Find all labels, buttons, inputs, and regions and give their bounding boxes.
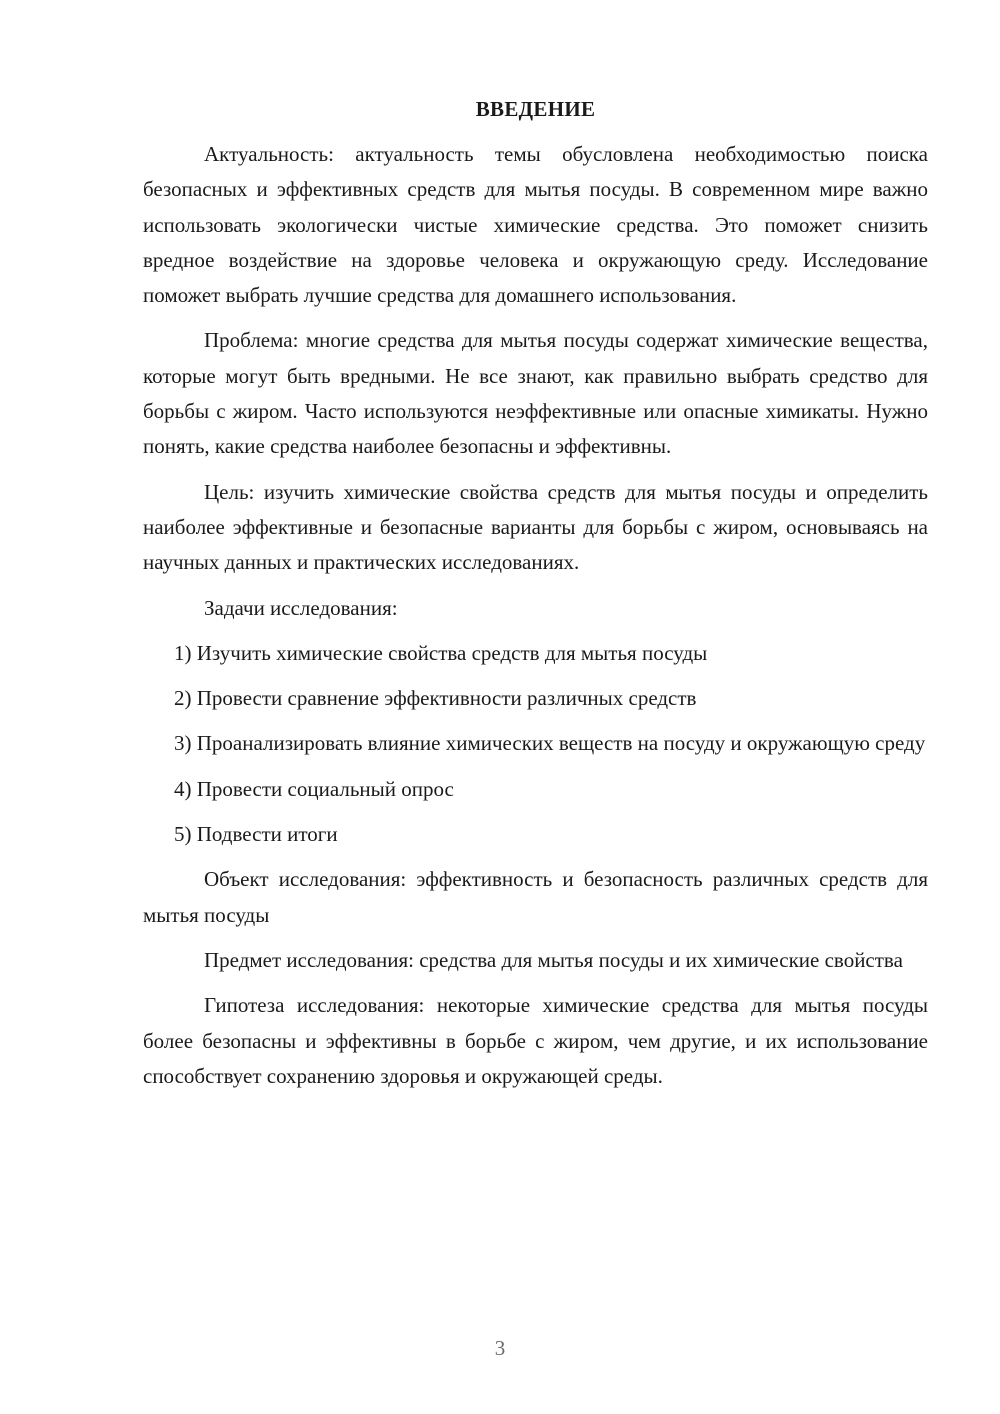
paragraph-relevance: Актуальность: актуальность темы обусловлена необходимостью поиска безопасных и эффективных средств для мытья посуды. В современном мире важно использовать экологически чистые химические средства. Это поможет снизить вредное воздействие на здоровье человека и окружающую среду. Исследование поможет выбрать лучшие средства для домашнего использования.: [143, 142, 928, 308]
section-title: ВВЕДЕНИЕ: [475, 97, 596, 121]
task-item-4: 4) Провести социальный опрос: [174, 776, 454, 801]
paragraph-object: Объект исследования: эффективность и безопасность различных средств для мытья посуды: [143, 867, 928, 927]
paragraph-hypothesis: Гипотеза исследования: некоторые химические средства для мытья посуды более безопасны и эффективны в борьбе с жиром, чем другие, и их использование способствует сохранению здоровья и окружающей среды.: [143, 993, 928, 1088]
tasks-heading: Задачи исследования:: [204, 595, 398, 620]
paragraph-subject: Предмет исследования: средства для мытья посуды и их химические свойства: [204, 947, 903, 972]
paragraph-problem: Проблема: многие средства для мытья посуды содержат химические вещества, которые могут быть вредными. Не все знают, как правильно выбрать средство для борьбы с жиром. Часто используются неэффективные или опасные химикаты. Нужно понять, какие средства наиболее безопасны и эффективны.: [143, 328, 928, 459]
task-item-2: 2) Провести сравнение эффективности различных средств: [174, 686, 697, 711]
task-item-5: 5) Подвести итоги: [174, 822, 338, 847]
paragraph-goal: Цель: изучить химические свойства средств для мытья посуды и определить наиболее эффективные и безопасные варианты для борьбы с жиром, основываясь на научных данных и практических исследованиях.: [143, 479, 928, 575]
document-page: [143, 92, 928, 1104]
task-item-3: 3) Проанализировать влияние химических веществ на посуду и окружающую среду: [174, 731, 926, 756]
page-number: 3: [494, 1336, 506, 1360]
task-item-1: 1) Изучить химические свойства средств для мытья посуды: [174, 640, 708, 665]
